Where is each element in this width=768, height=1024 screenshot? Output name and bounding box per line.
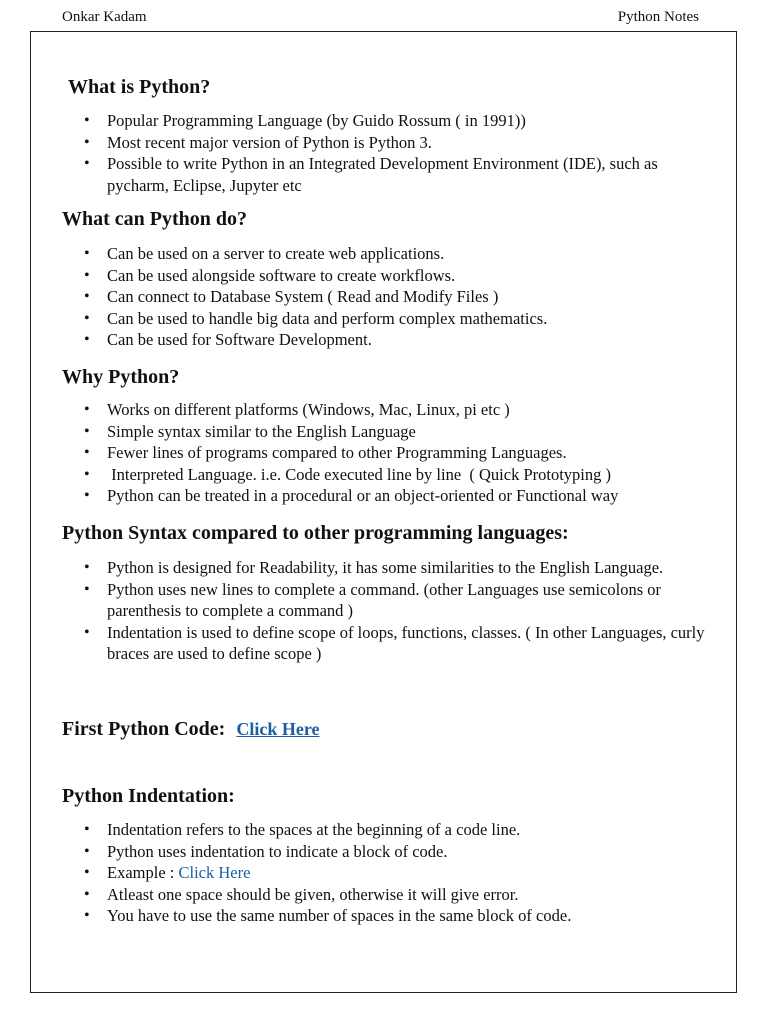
list-what-can-python-do <box>62 243 712 351</box>
list-python-indentation <box>62 819 712 927</box>
heading-what-is-python: What is Python? <box>68 76 211 98</box>
header-author: Onkar Kadam <box>62 9 147 25</box>
list-item: • Atleast one space should be given, otherwise it will give error. <box>62 884 712 906</box>
list-item: • Indentation refers to the spaces at the beginning of a code line. <box>62 819 712 841</box>
list-item: • Can be used on a server to create web applications. <box>62 243 712 265</box>
list-item: • Python uses new lines to complete a command. (other Languages use semicolons or parenthesis to complete a command ) <box>62 579 712 622</box>
heading-first-python-code: First Python Code: <box>62 718 226 740</box>
list-item: • Fewer lines of programs compared to other Programming Languages. <box>62 442 712 464</box>
list-item: • Most recent major version of Python is Python 3. <box>62 132 712 154</box>
list-item: • Indentation is used to define scope of loops, functions, classes. ( In other Languages, curly braces are used to define scope ) <box>62 622 712 665</box>
list-item: • Python uses indentation to indicate a block of code. <box>62 841 712 863</box>
list-item: • Works on different platforms (Windows, Mac, Linux, pi etc ) <box>62 399 712 421</box>
first-python-code-row <box>62 719 319 739</box>
list-item: • Possible to write Python in an Integrated Development Environment (IDE), such as pycharm, Eclipse, Jupyter etc <box>62 153 712 196</box>
list-python-syntax <box>62 557 712 665</box>
list-item: • You have to use the same number of spaces in the same block of code. <box>62 905 712 927</box>
heading-python-indentation: Python Indentation: <box>62 785 235 807</box>
list-item: • Simple syntax similar to the English Language <box>62 421 712 443</box>
example-label: Example : <box>107 863 179 883</box>
list-item: • Can be used for Software Development. <box>62 329 712 351</box>
list-why-python <box>62 399 712 507</box>
example-link[interactable]: Click Here <box>178 863 251 883</box>
list-item: • Python can be treated in a procedural or an object-oriented or Functional way <box>62 485 712 507</box>
list-item: • Python is designed for Readability, it has some similarities to the English Language. <box>62 557 712 579</box>
first-code-link[interactable]: Click Here <box>236 719 320 739</box>
list-item: • Can be used to handle big data and perform complex mathematics. <box>62 308 712 330</box>
list-what-is-python <box>62 110 712 196</box>
list-item: • Can connect to Database System ( Read and Modify Files ) <box>62 286 712 308</box>
heading-why-python: Why Python? <box>62 366 180 388</box>
list-item-example <box>62 862 712 884</box>
list-item: • Can be used alongside software to create workflows. <box>62 265 712 287</box>
heading-python-syntax: Python Syntax compared to other programming languages: <box>62 522 569 544</box>
heading-what-can-python-do: What can Python do? <box>62 208 248 230</box>
list-item: • Popular Programming Language (by Guido Rossum ( in 1991)) <box>62 110 712 132</box>
list-item: • Interpreted Language. i.e. Code executed line by line ( Quick Prototyping ) <box>62 464 712 486</box>
header-title: Python Notes <box>617 9 699 25</box>
